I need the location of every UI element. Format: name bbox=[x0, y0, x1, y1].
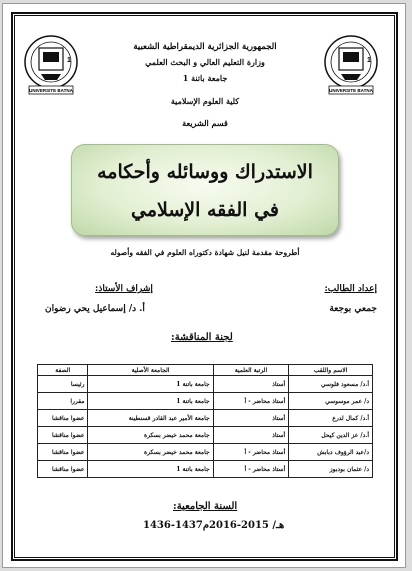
jury-cell-role: مقررا bbox=[38, 393, 88, 410]
header-faculty: كلية العلوم الإسلامية bbox=[170, 96, 240, 106]
jury-cell-name: د/ عمر موسوسي bbox=[289, 393, 373, 410]
jury-header-rank: الرتبة العلمية bbox=[213, 365, 289, 376]
jury-table bbox=[37, 364, 373, 478]
jury-cell-rank: أستاذ bbox=[213, 410, 289, 427]
jury-title: لجنة المناقشة: bbox=[171, 332, 233, 343]
jury-cell-university: جامعة باتنة 1 bbox=[88, 376, 213, 393]
jury-cell-role: رئيسا bbox=[38, 376, 88, 393]
academic-year-value: 1436-1437هـ/ 2015-2016م bbox=[143, 520, 285, 531]
table-row bbox=[38, 444, 373, 461]
jury-cell-rank: أستاذ محاضر - أ bbox=[213, 444, 289, 461]
logo-left-number: 1 bbox=[67, 57, 71, 64]
jury-cell-role: عضوا مناقشا bbox=[38, 427, 88, 444]
student-label: إعداد الطالب: bbox=[324, 284, 377, 294]
jury-header-university: الجامعة الأصلية bbox=[88, 365, 213, 376]
jury-header-row bbox=[38, 365, 373, 376]
jury-cell-name: د/عبد الرؤوف دبابش bbox=[289, 444, 373, 461]
logo-left-caption: UNIVERSITE BATNA bbox=[29, 88, 73, 93]
supervisor-label: إشراف الأستاذ: bbox=[95, 284, 153, 294]
supervisor-name: أ. د/ إسماعيل يحي رضوان bbox=[45, 304, 145, 314]
jury-cell-role: عضوا مناقشا bbox=[38, 410, 88, 427]
table-row bbox=[38, 376, 373, 393]
table-row bbox=[38, 427, 373, 444]
header-university: جامعة باتنة 1 bbox=[182, 73, 228, 83]
jury-cell-rank: أستاذ bbox=[213, 376, 289, 393]
jury-cell-university: جامعة باتنة 1 bbox=[88, 461, 213, 478]
jury-cell-university: جامعة محمد خيضر بسكرة bbox=[88, 444, 213, 461]
jury-cell-name: أ.د/ عز الدين كيحل bbox=[289, 427, 373, 444]
thesis-title-line2: في الفقه الإسلامي bbox=[130, 199, 279, 221]
jury-cell-role: عضوا مناقشا bbox=[38, 444, 88, 461]
thesis-title-line1: الاستدراك ووسائله وأحكامه bbox=[97, 161, 313, 183]
student-name: جمعي بوجعة bbox=[329, 304, 377, 314]
table-row bbox=[38, 410, 373, 427]
jury-cell-name: د/ عثمان بودبوز bbox=[289, 461, 373, 478]
thesis-subtitle: أطروحة مقدمة لنيل شهادة دكتوراه العلوم في الفقه وأصوله bbox=[110, 248, 300, 257]
table-row bbox=[38, 393, 373, 410]
jury-cell-university: جامعة باتنة 1 bbox=[88, 393, 213, 410]
jury-cell-rank: أستاذ محاضر - أ bbox=[213, 461, 289, 478]
university-logo-left bbox=[21, 34, 81, 96]
jury-header-role: الصفة bbox=[38, 365, 88, 376]
jury-cell-university: جامعة الأمير عبد القادر قسنطينة bbox=[88, 410, 213, 427]
jury-header-name: الاسم واللقب bbox=[289, 365, 373, 376]
jury-cell-university: جامعة محمد خيضر بسكرة bbox=[88, 427, 213, 444]
logo-right-caption: UNIVERSITE BATNA bbox=[329, 88, 373, 93]
jury-cell-name: أ.د/ مسعود فلوسي bbox=[289, 376, 373, 393]
table-row bbox=[38, 461, 373, 478]
header-ministry: وزارة التعليم العالي و البحث العلمي bbox=[145, 57, 265, 67]
jury-cell-rank: أستاذ محاضر - أ bbox=[213, 393, 289, 410]
header-department: قسم الشريعة bbox=[182, 118, 228, 128]
jury-cell-rank: أستاذ bbox=[213, 427, 289, 444]
logo-right-number: 1 bbox=[367, 57, 371, 64]
jury-cell-name: أ.د/ كمال لدرع bbox=[289, 410, 373, 427]
document-page bbox=[2, 3, 406, 568]
academic-year-label: السنة الجامعية: bbox=[173, 501, 238, 512]
thesis-title-box bbox=[71, 144, 339, 236]
jury-cell-role: عضوا مناقشا bbox=[38, 461, 88, 478]
university-logo-right bbox=[321, 34, 381, 96]
header-republic: الجمهورية الجزائرية الديمقراطية الشعبية bbox=[133, 42, 277, 52]
